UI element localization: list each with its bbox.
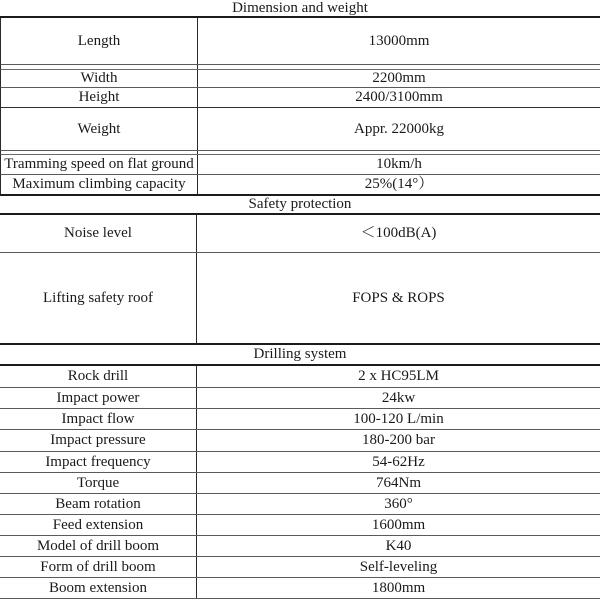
table-row (0, 215, 600, 253)
row-value: 54-62Hz (372, 453, 425, 470)
row-label: Rock drill (0, 366, 197, 387)
table-row (0, 388, 600, 409)
table-row (0, 473, 600, 494)
section-title: Dimension and weight (232, 0, 368, 16)
table-row (0, 18, 600, 65)
table-row (0, 253, 600, 345)
table-row (0, 452, 600, 473)
table-row (0, 155, 600, 175)
section-header-drilling-system (0, 345, 600, 366)
row-label: Lifting safety roof (0, 253, 197, 343)
row-value: ＜100dB(A) (360, 225, 437, 242)
row-label: Impact power (0, 388, 197, 408)
row-label: Impact pressure (0, 430, 197, 451)
table-row (0, 175, 600, 196)
row-value: Self-leveling (359, 558, 438, 575)
table-row (0, 108, 600, 151)
row-value: 764Nm (376, 474, 421, 491)
table-row (0, 494, 600, 515)
row-value: 25%(14°） (364, 176, 434, 193)
table-row (0, 409, 600, 430)
row-value: 2200mm (372, 70, 426, 87)
row-label: Form of drill boom (0, 557, 197, 577)
row-label: Length (1, 18, 198, 64)
row-value: 13000mm (368, 32, 430, 49)
row-label: Model of drill boom (0, 536, 197, 556)
row-label: Width (1, 70, 198, 87)
section-header-safety-protection (0, 196, 600, 215)
row-label: Maximum climbing capacity (1, 175, 198, 194)
table-row (0, 578, 600, 599)
row-value: 100-120 L/min (353, 410, 444, 427)
row-value: 180-200 bar (362, 432, 435, 449)
table-row (0, 366, 600, 388)
row-label: Beam rotation (0, 494, 197, 514)
row-value: 360° (384, 495, 413, 512)
row-value: FOPS & ROPS (352, 289, 445, 306)
row-value: 1600mm (371, 516, 426, 533)
table-row (0, 70, 600, 88)
row-value: 2400/3100mm (355, 89, 443, 106)
table-row (0, 536, 600, 557)
section-header-dimension-and-weight (0, 0, 600, 18)
row-label: Tramming speed on flat ground (1, 155, 198, 174)
row-label: Torque (0, 473, 197, 493)
row-label: Boom extension (0, 578, 197, 598)
row-value: 10km/h (376, 156, 422, 173)
section-title: Drilling system (253, 346, 347, 362)
row-label: Weight (1, 108, 198, 150)
section-title: Safety protection (248, 196, 352, 212)
row-label: Impact flow (0, 409, 197, 429)
row-value: Appr. 22000kg (354, 120, 444, 137)
row-value: 2 x HC95LM (358, 368, 439, 385)
row-label: Noise level (0, 215, 197, 252)
table-row (0, 515, 600, 536)
row-value: K40 (385, 537, 412, 554)
table-row (0, 430, 600, 452)
row-value: 1800mm (371, 579, 426, 596)
row-value: 24kw (381, 389, 416, 406)
table-row (0, 557, 600, 578)
row-label: Feed extension (0, 515, 197, 535)
table-row (0, 88, 600, 108)
row-label: Impact frequency (0, 452, 197, 472)
row-label: Height (1, 88, 198, 107)
